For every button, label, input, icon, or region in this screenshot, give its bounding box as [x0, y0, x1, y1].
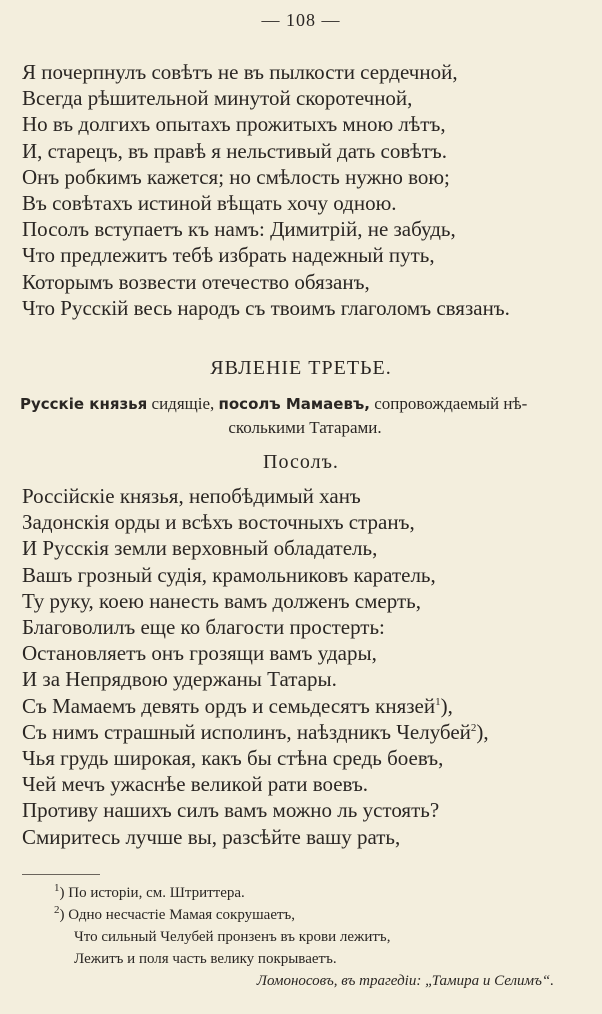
page-number: — 108 — [261, 10, 341, 30]
verse-line: Задонскія орды и всѣхъ восточныхъ странъ, [22, 510, 415, 535]
footnotes [54, 882, 574, 992]
footnote-number: 1 [54, 882, 60, 894]
verse-line: И, старецъ, въ правѣ я нельстивый дать совѣтъ. [22, 138, 447, 163]
verse-line: Благоволилъ еще ко благости простерть: [22, 615, 385, 640]
verse-line: Что Русскій весь народъ съ твоимъ глаголомъ связанъ. [22, 295, 510, 320]
verse-line: Я почерпнулъ совѣтъ не въ пылкости сердечной, [22, 60, 458, 84]
footnote-1 [54, 882, 574, 904]
footnote-number: 2 [54, 904, 60, 916]
footnote-2-continuation: Лежитъ и поля часть велику покрываетъ. [74, 951, 337, 967]
verse-line-text: Съ нимъ страшный исполинъ, наѣздникъ Челубей [22, 719, 471, 744]
verse-line: Противу нашихъ силъ вамъ можно ль устоять? [22, 798, 440, 823]
verse-line [22, 719, 489, 745]
footnote-text: ) Одно несчастіе Мамая сокрушаетъ, [59, 907, 296, 923]
stage-direction-line-1 [20, 392, 590, 416]
verse-line: Что предлежитъ тебѣ избрать надежный путь, [22, 243, 435, 268]
footnote-mark-tail: ), [476, 719, 489, 744]
verse-line [22, 693, 489, 719]
verse-line: Всегда рѣшительной минутой скоротечной, [22, 86, 413, 111]
stage-direction-characters: Русскіе князья [20, 395, 148, 413]
footnote-attribution: Ломоносовъ, въ трагедіи: „Тамира и Селимъ“. [256, 973, 554, 989]
verse-line: И Русскія земли верховный обладатель, [22, 536, 378, 561]
verse-line: Которымъ возвести отечество обязанъ, [22, 269, 370, 294]
footnote-text: ) По исторіи, см. Штриттера. [59, 885, 245, 901]
stage-direction-text: сопровождаемый нѣ- [369, 394, 528, 413]
footnote-2-continuation: Что сильный Челубей пронзенъ въ крови лежитъ, [74, 929, 391, 945]
verse-block-2 [22, 483, 489, 850]
verse-line: Вашъ грозный судія, крамольниковъ каратель, [22, 562, 436, 587]
verse-block-1 [22, 59, 510, 321]
verse-line: Чья грудь широкая, какъ бы стѣна средь боевъ, [22, 746, 444, 771]
footnote-mark[interactable]: 2 [470, 721, 477, 734]
footnote-mark[interactable]: 1 [435, 695, 441, 708]
verse-line: Въ совѣтахъ истиной вѣщать хочу одною. [22, 191, 397, 216]
verse-line: Остановляетъ онъ грозящи вамъ удары, [22, 641, 377, 666]
footnote-divider [22, 874, 100, 875]
stage-direction-text: сидящіе, [147, 394, 219, 413]
verse-line: Ту руку, коею нанесть вамъ долженъ смерть, [22, 588, 421, 613]
footnote-2 [54, 904, 574, 926]
verse-line: И за Непрядвою удержаны Татары. [22, 667, 337, 692]
verse-line: Смиритесь лучше вы, разсѣйте вашу рать, [22, 824, 401, 849]
verse-line: Онъ робкимъ кажется; но смѣлость нужно вою; [22, 164, 450, 189]
verse-line: Но въ долгихъ опытахъ прожитыхъ мною лѣтъ, [22, 112, 446, 137]
stage-direction-envoy: посолъ Мамаевъ, [218, 395, 370, 413]
verse-line-text: Съ Мамаемъ девять ордъ и семьдесятъ князей [22, 693, 436, 718]
verse-line: Посолъ вступаетъ къ намъ: Димитрій, не забудь, [22, 217, 456, 242]
stage-direction-line-2: сколькими Татарами. [228, 418, 382, 437]
scene-heading: ЯВЛЕНІЕ ТРЕТЬЕ. [210, 357, 392, 379]
verse-line: Чей мечъ ужаснѣе великой рати воевъ. [22, 772, 369, 797]
verse-line: Россійскіе князья, непобѣдимый ханъ [22, 484, 361, 508]
speaker-name: Посолъ. [263, 451, 339, 473]
stage-direction [20, 392, 590, 439]
footnote-mark-tail: ), [440, 693, 453, 718]
